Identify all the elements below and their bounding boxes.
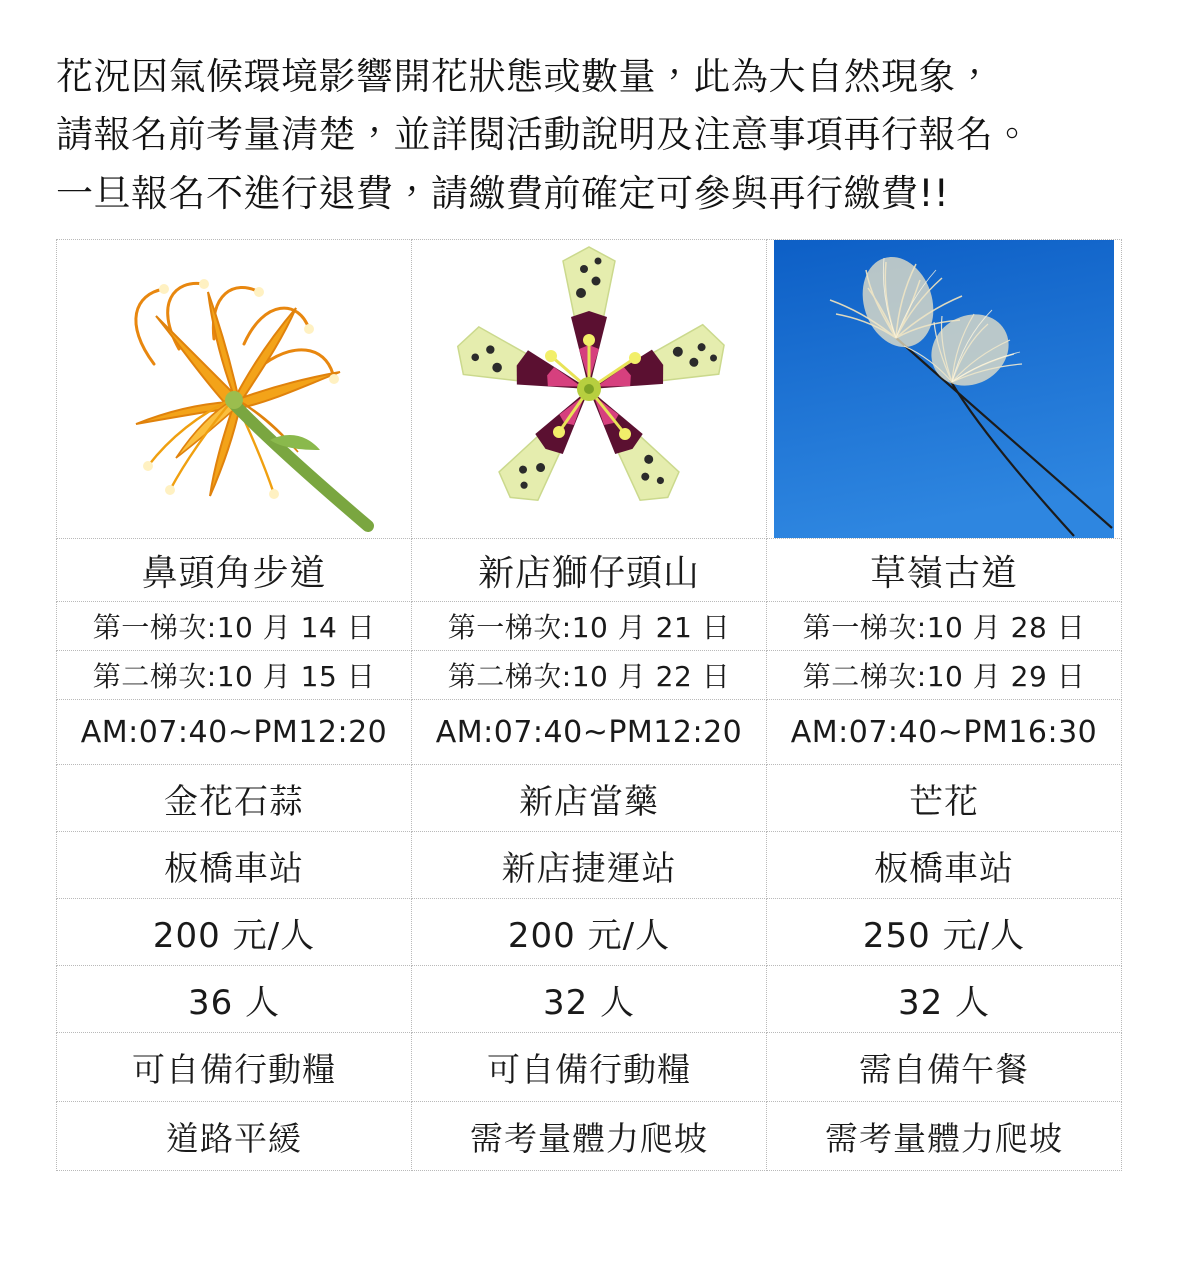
- batch2-col-3: 第二梯次:10 月 29 日: [767, 651, 1122, 700]
- table-row-batch-2: [57, 651, 1122, 700]
- trail-title-2: 新店獅仔頭山: [412, 539, 767, 602]
- difficulty-col-1: 道路平緩: [57, 1102, 412, 1171]
- image-cell-1: [57, 240, 412, 539]
- flower-col-1: 金花石蒜: [57, 765, 412, 832]
- price-col-1: 200 元/人: [57, 899, 412, 966]
- batch2-col-2: 第二梯次:10 月 22 日: [412, 651, 767, 700]
- time-col-2: AM:07:40~PM12:20: [412, 700, 767, 765]
- trail-title-3: 草嶺古道: [767, 539, 1122, 602]
- meeting-point-col-1: 板橋車站: [57, 832, 412, 899]
- notice-line-3: 一旦報名不進行退費，請繳費前確定可參與再行繳費!!: [56, 171, 950, 215]
- table-row-images: [57, 240, 1122, 539]
- notice-line-1: 花況因氣候環境影響開花狀態或數量，此為大自然現象，: [56, 55, 994, 98]
- image-cell-3: [767, 240, 1122, 539]
- table-row-flowers: [57, 765, 1122, 832]
- batch1-col-1: 第一梯次:10 月 14 日: [57, 602, 412, 651]
- table-row-capacities: [57, 966, 1122, 1033]
- food-col-2: 可自備行動糧: [412, 1033, 767, 1102]
- flower-col-3: 芒花: [767, 765, 1122, 832]
- tour-info-table: [56, 239, 1122, 1171]
- table-row-difficulty: [57, 1102, 1122, 1171]
- food-col-1: 可自備行動糧: [57, 1033, 412, 1102]
- table-row-titles: [57, 539, 1122, 602]
- capacity-col-3: 32 人: [767, 966, 1122, 1033]
- table-row-batch-1: [57, 602, 1122, 651]
- table-row-food: [57, 1033, 1122, 1102]
- price-col-2: 200 元/人: [412, 899, 767, 966]
- notice-paragraph: [0, 0, 1180, 229]
- notice-line-2: 請報名前考量清楚，並詳閱活動說明及注意事項再行報名。: [56, 113, 1031, 157]
- table-row-meeting-points: [57, 832, 1122, 899]
- capacity-col-2: 32 人: [412, 966, 767, 1033]
- silvergrass-photo: [767, 240, 1121, 538]
- table-row-times: [57, 700, 1122, 765]
- batch1-col-3: 第一梯次:10 月 28 日: [767, 602, 1122, 651]
- image-cell-2: [412, 240, 767, 539]
- difficulty-col-2: 需考量體力爬坡: [412, 1102, 767, 1171]
- batch2-col-1: 第二梯次:10 月 15 日: [57, 651, 412, 700]
- time-col-1: AM:07:40~PM12:20: [57, 700, 412, 765]
- trail-title-1: 鼻頭角步道: [57, 539, 412, 602]
- price-col-3: 250 元/人: [767, 899, 1122, 966]
- tour-table-wrapper: [0, 229, 1180, 1171]
- time-col-3: AM:07:40~PM16:30: [767, 700, 1122, 765]
- meeting-point-col-3: 板橋車站: [767, 832, 1122, 899]
- capacity-col-1: 36 人: [57, 966, 412, 1033]
- flower-col-2: 新店當藥: [412, 765, 767, 832]
- swertia-flower-photo: [412, 240, 766, 538]
- table-row-prices: [57, 899, 1122, 966]
- golden-spider-lily-photo: [57, 240, 411, 538]
- batch1-col-2: 第一梯次:10 月 21 日: [412, 602, 767, 651]
- difficulty-col-3: 需考量體力爬坡: [767, 1102, 1122, 1171]
- meeting-point-col-2: 新店捷運站: [412, 832, 767, 899]
- food-col-3: 需自備午餐: [767, 1033, 1122, 1102]
